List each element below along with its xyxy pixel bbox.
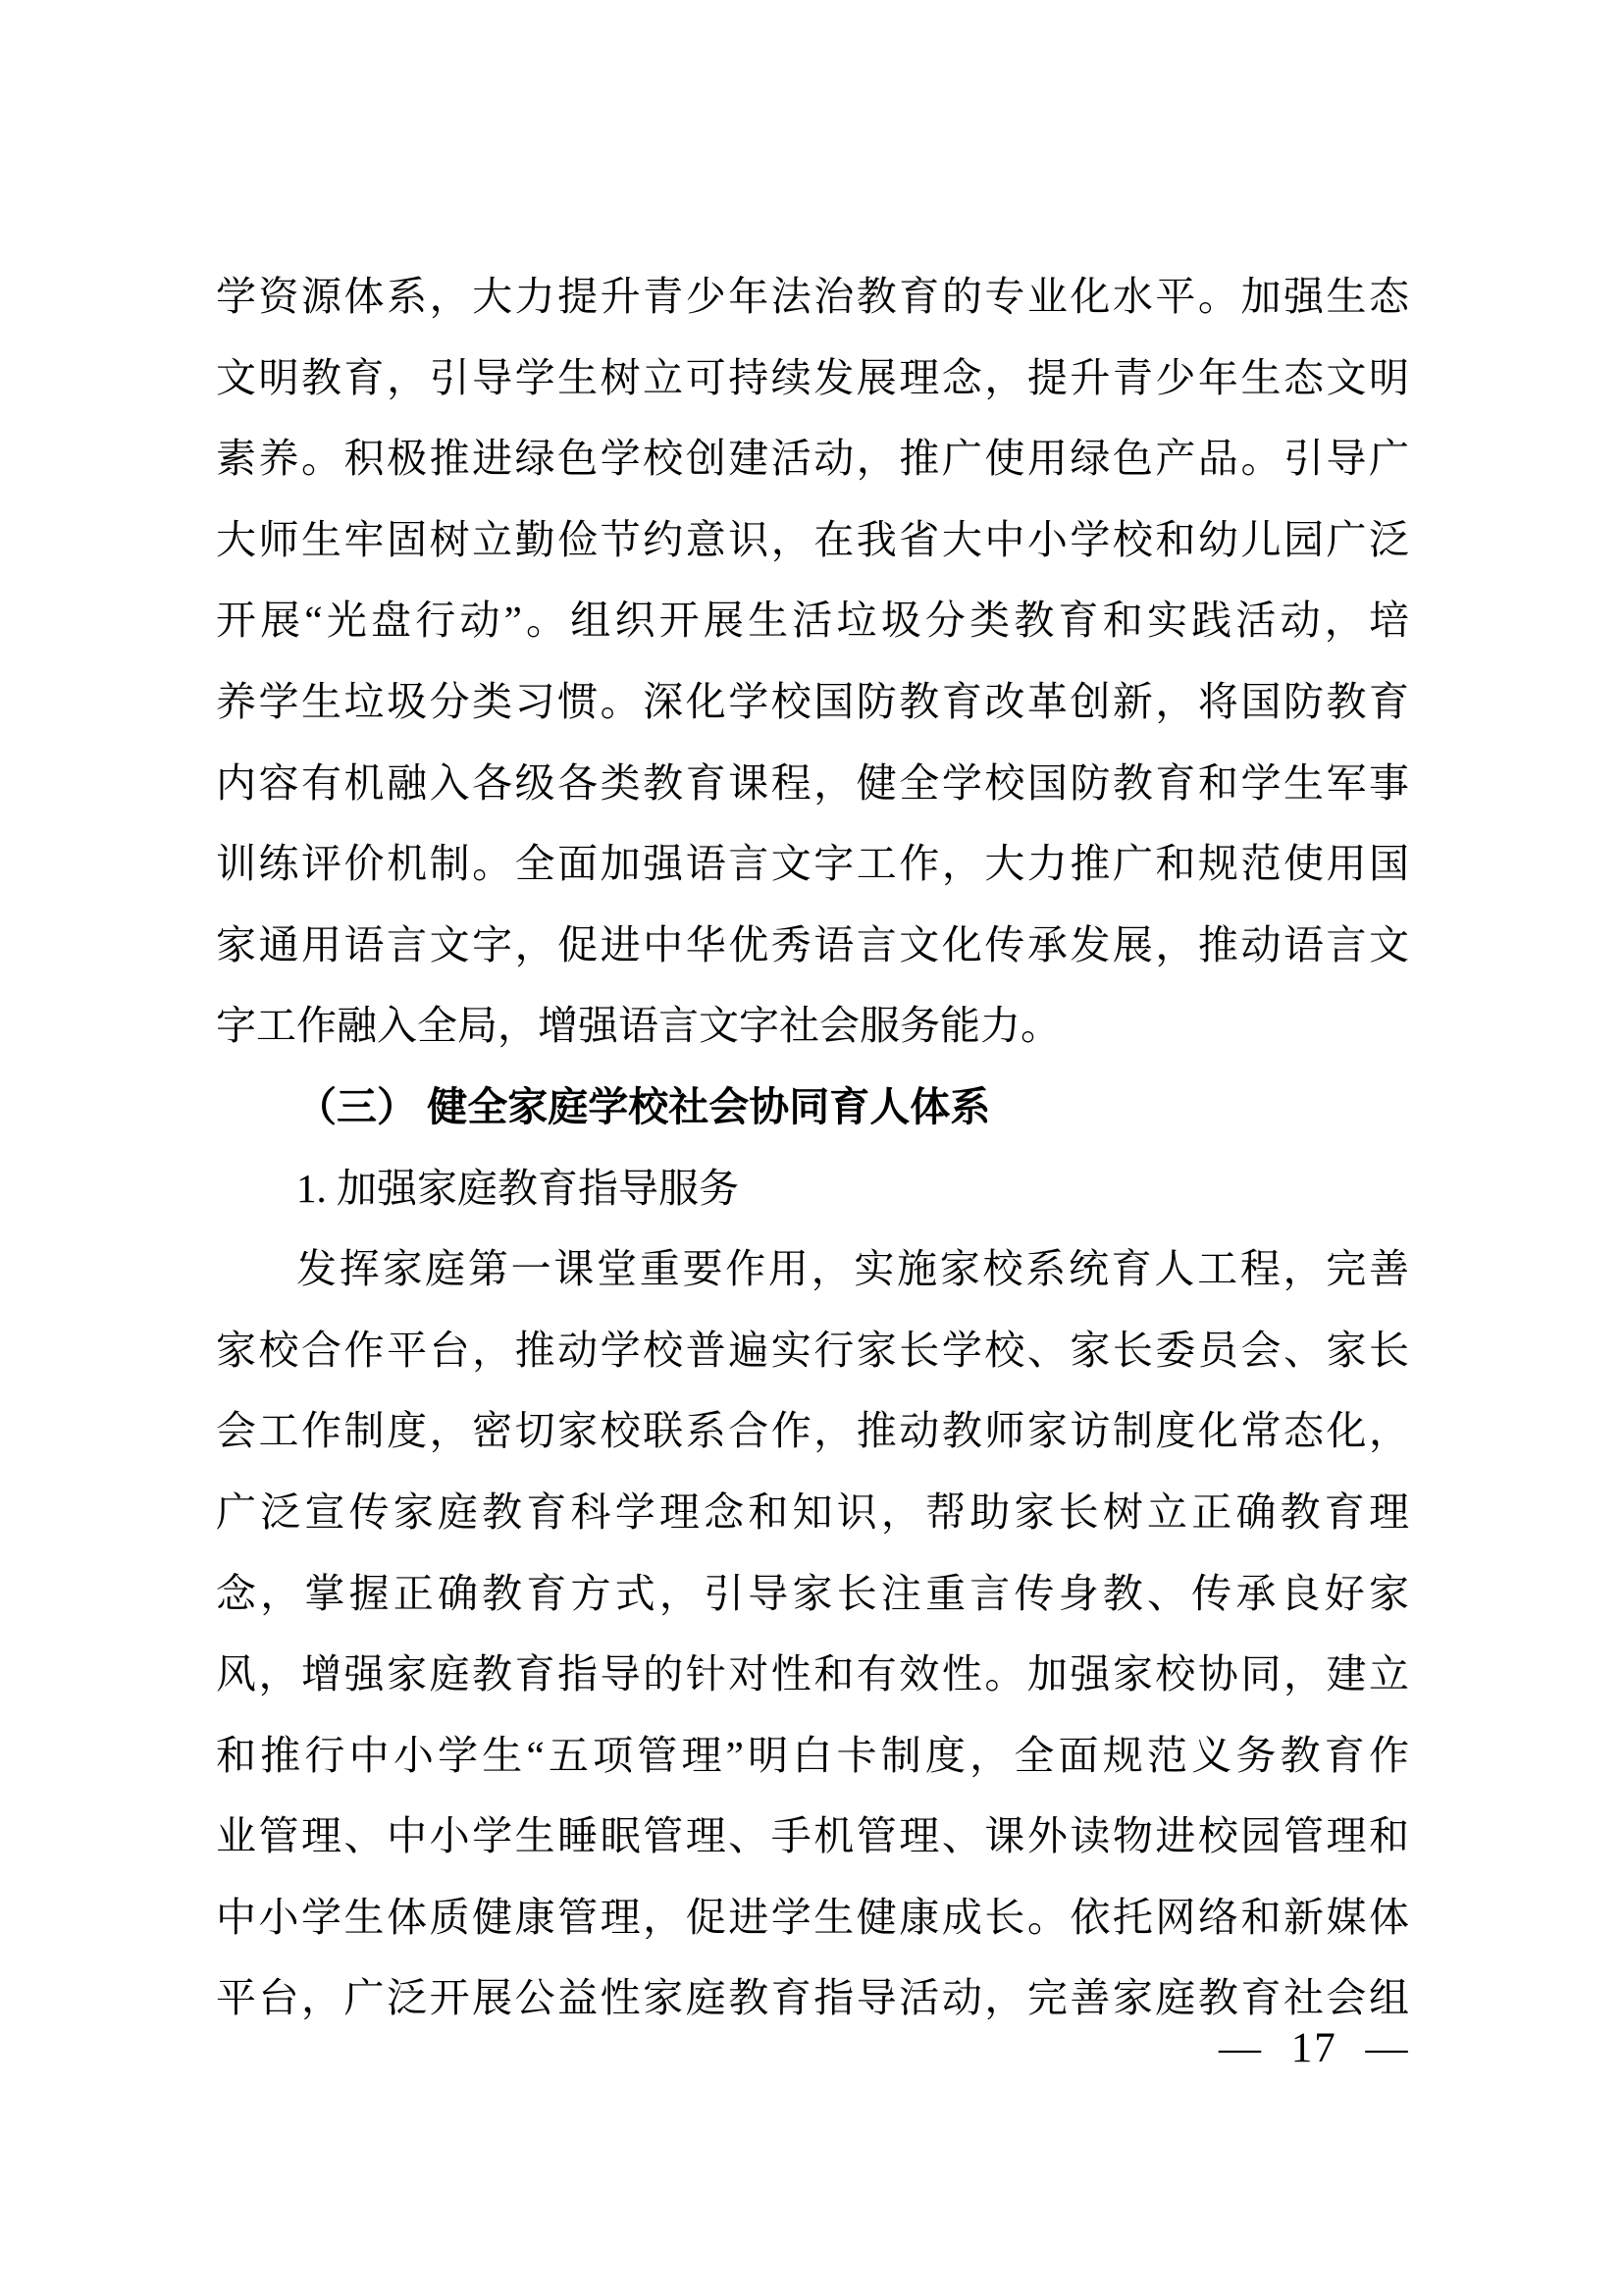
text-line: 风，增强家庭教育指导的针对性和有效性。加强家校协同，建立	[216, 1651, 1409, 1697]
text-line: 家校合作平台，推动学校普遍实行家长学校、家长委员会、家长	[216, 1327, 1409, 1373]
document-body	[216, 256, 1409, 2039]
text-line: 素养。积极推进绿色学校创建活动，推广使用绿色产品。引导广	[216, 436, 1409, 482]
text-line: 中小学生体质健康管理，促进学生健康成长。依托网络和新媒体	[216, 1894, 1409, 1940]
text-line: 1. 加强家庭教育指导服务	[296, 1165, 739, 1211]
text-line: （三） 健全家庭学校社会协同育人体系	[296, 1083, 991, 1129]
text-line: 和推行中小学生“五项管理”明白卡制度，全面规范义务教育作	[216, 1732, 1409, 1778]
text-line: 训练评价机制。全面加强语言文字工作，大力推广和规范使用国	[216, 841, 1409, 887]
page-number: — 17 —	[1219, 2025, 1410, 2071]
text-line: 平台，广泛开展公益性家庭教育指导活动，完善家庭教育社会组	[216, 1975, 1409, 2021]
text-line: 大师生牢固树立勤俭节约意识，在我省大中小学校和幼儿园广泛	[216, 516, 1409, 562]
text-line: 家通用语言文字，促进中华优秀语言文化传承发展，推动语言文	[216, 921, 1409, 967]
text-line: 文明教育，引导学生树立可持续发展理念，提升青少年生态文明	[216, 354, 1409, 400]
text-line: 养学生垃圾分类习惯。深化学校国防教育改革创新，将国防教育	[216, 678, 1409, 724]
text-line: 内容有机融入各级各类教育课程，健全学校国防教育和学生军事	[216, 759, 1409, 806]
text-line: 会工作制度，密切家校联系合作，推动教师家访制度化常态化，	[216, 1408, 1409, 1454]
text-line: 念，掌握正确教育方式，引导家长注重言传身教、传承良好家	[216, 1570, 1409, 1616]
text-line: 发挥家庭第一课堂重要作用，实施家校系统育人工程，完善	[296, 1246, 1409, 1292]
text-line: 字工作融入全局，增强语言文字社会服务能力。	[216, 1003, 1061, 1049]
text-line: 广泛宣传家庭教育科学理念和知识，帮助家长树立正确教育理	[216, 1488, 1409, 1535]
text-line: 业管理、中小学生睡眠管理、手机管理、课外读物进校园管理和	[216, 1813, 1409, 1859]
text-line: 学资源体系，大力提升青少年法治教育的专业化水平。加强生态	[216, 274, 1409, 319]
text-line: 开展“光盘行动”。组织开展生活垃圾分类教育和实践活动，培	[216, 598, 1409, 644]
